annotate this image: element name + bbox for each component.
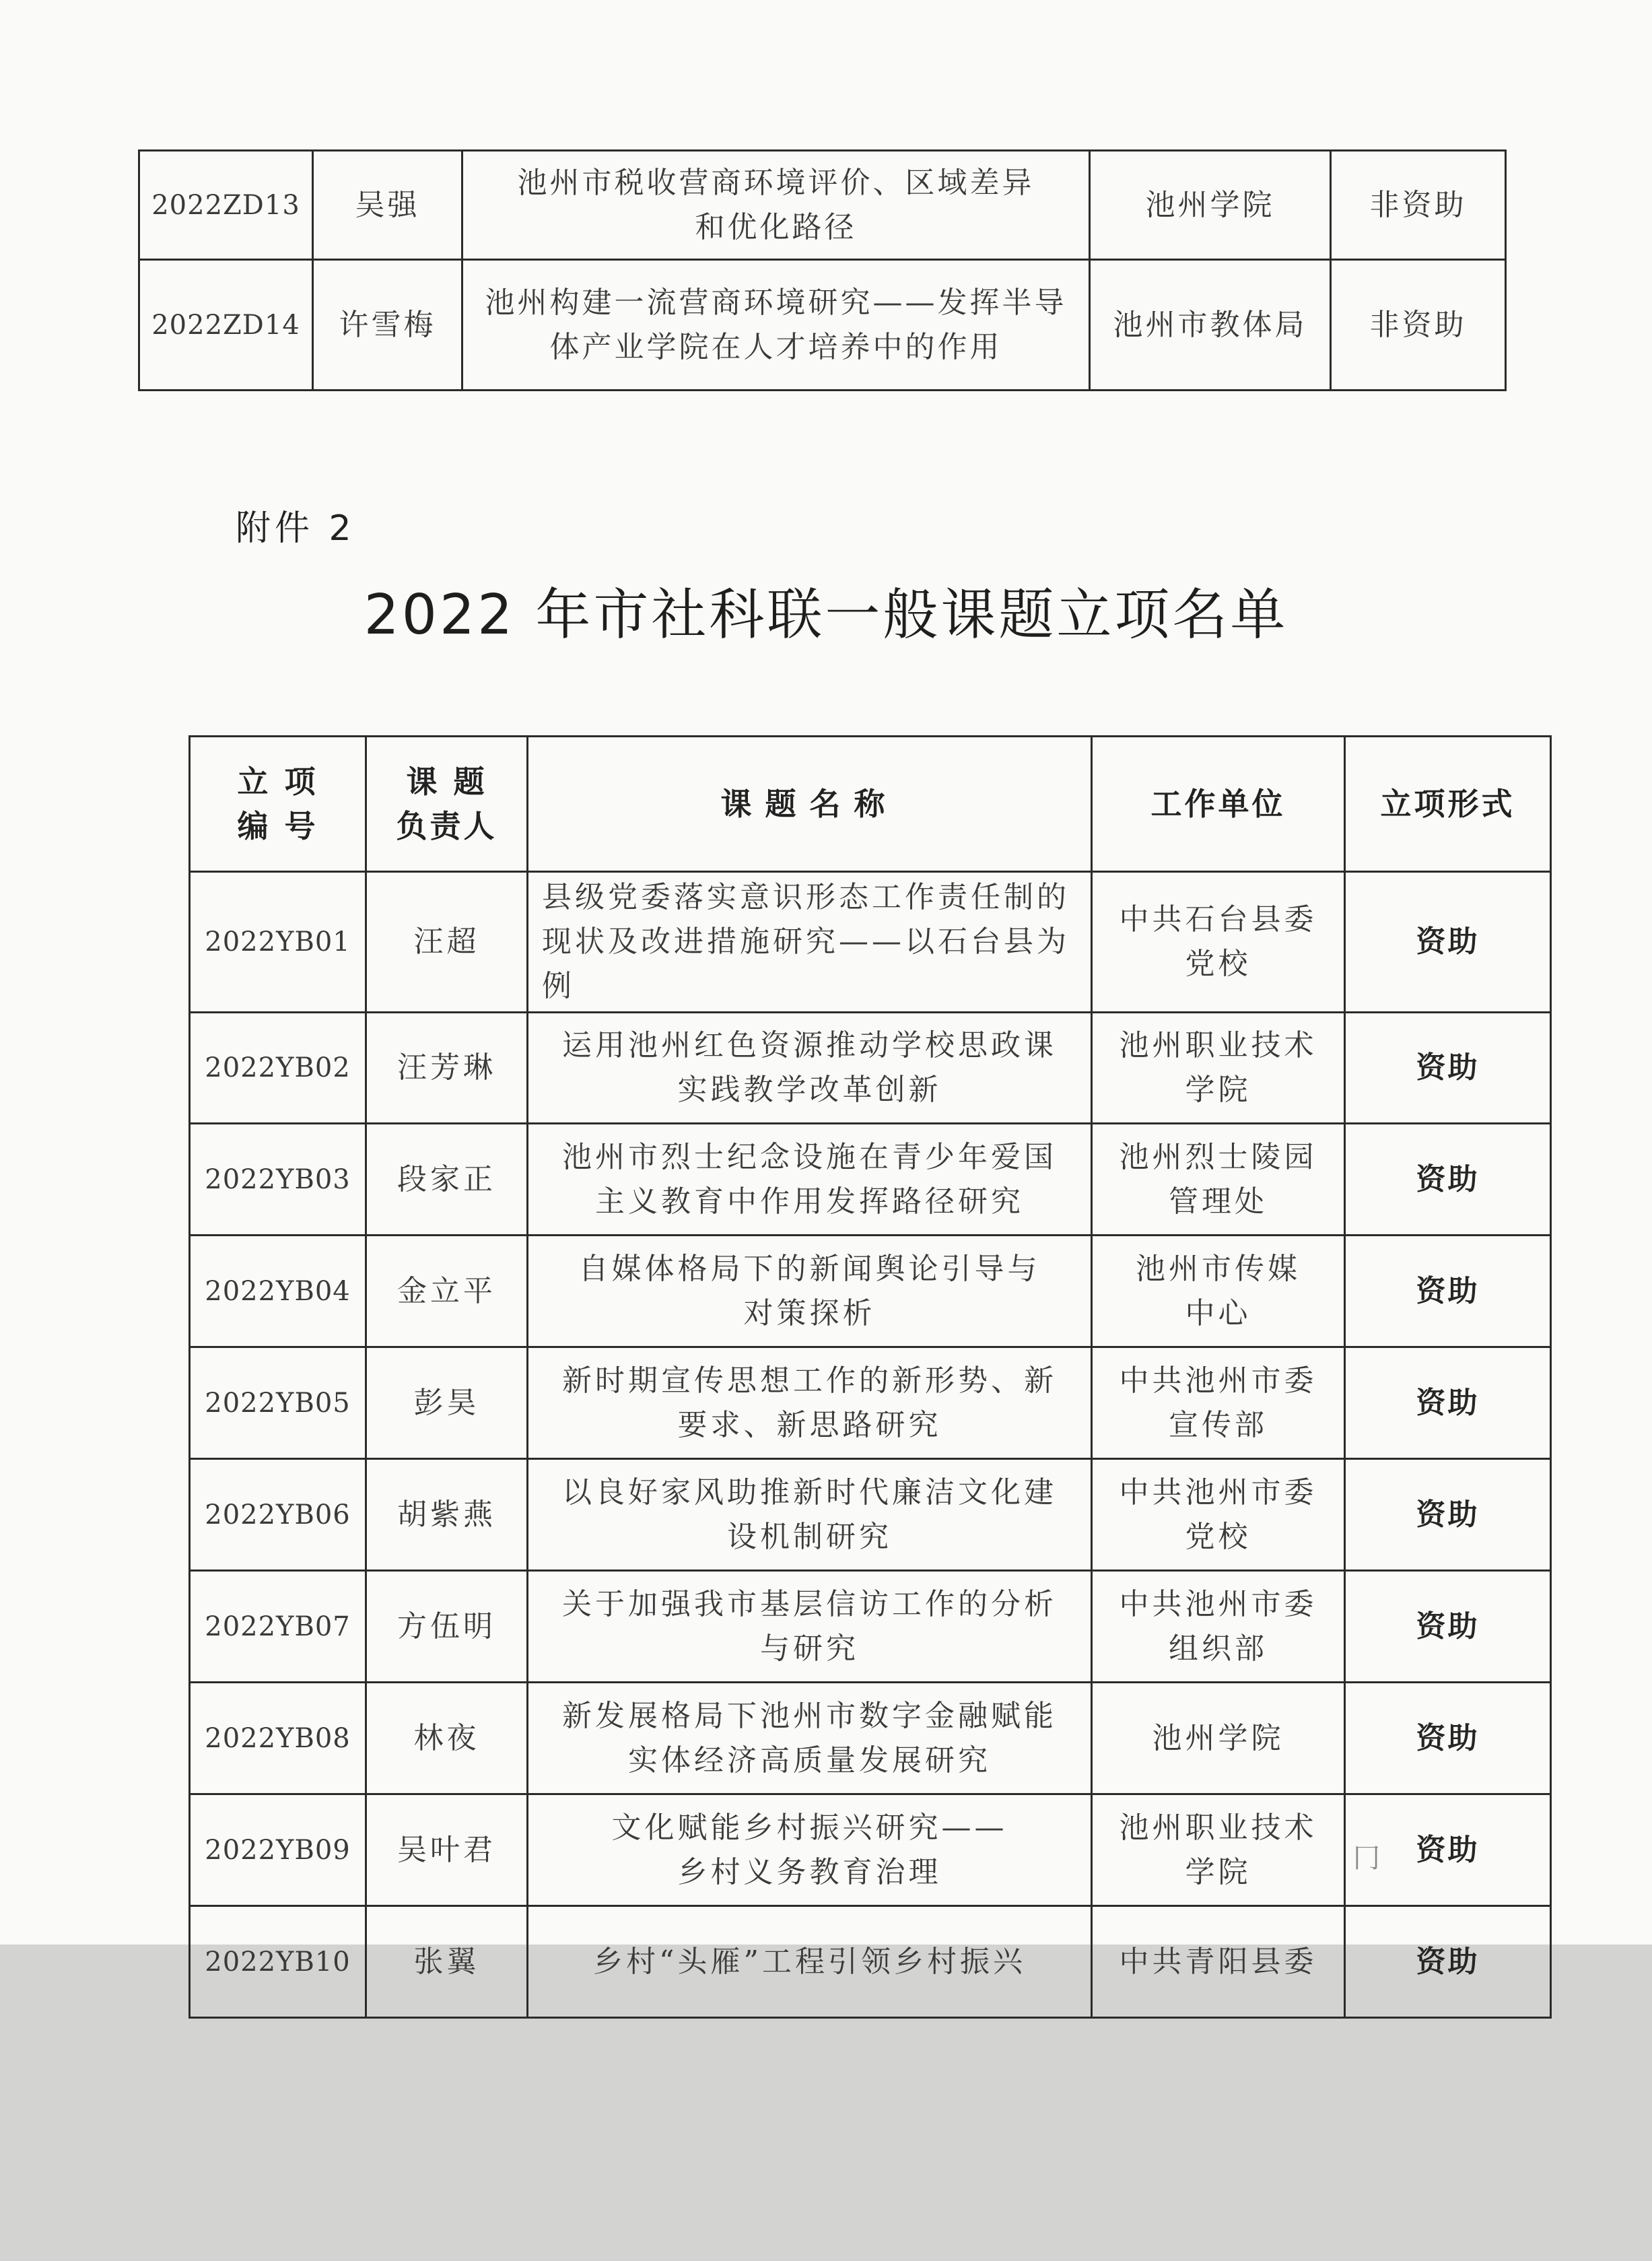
project-topic: 新发展格局下池州市数字金融赋能实体经济高质量发展研究 bbox=[528, 1683, 1092, 1794]
project-topic: 县级党委落实意识形态工作责任制的现状及改进措施研究——以石台县为例 bbox=[528, 872, 1092, 1013]
table-row bbox=[190, 1906, 1551, 2018]
table-row bbox=[190, 1013, 1551, 1124]
table-row bbox=[190, 1571, 1551, 1683]
funding-form: 资助 bbox=[1345, 872, 1551, 1013]
table-row bbox=[139, 260, 1506, 391]
project-leader: 胡紫燕 bbox=[366, 1459, 528, 1571]
work-unit: 池州烈士陵园管理处 bbox=[1092, 1124, 1345, 1236]
work-unit: 池州市传媒中心 bbox=[1092, 1236, 1345, 1347]
project-code: 2022YB03 bbox=[190, 1124, 366, 1236]
header-row bbox=[190, 737, 1551, 872]
funding-form: 资助 bbox=[1345, 1013, 1551, 1124]
project-code: 2022YB01 bbox=[190, 872, 366, 1013]
project-code: 2022YB07 bbox=[190, 1571, 366, 1683]
table-row bbox=[190, 1794, 1551, 1906]
header-topic: 课题名称 bbox=[528, 737, 1092, 872]
project-code: 2022YB05 bbox=[190, 1347, 366, 1459]
project-topic: 乡村“头雁”工程引领乡村振兴 bbox=[528, 1906, 1092, 2018]
work-unit: 中共池州市委党校 bbox=[1092, 1459, 1345, 1571]
table-row bbox=[190, 872, 1551, 1013]
project-leader: 林夜 bbox=[366, 1683, 528, 1794]
project-topic: 关于加强我市基层信访工作的分析与研究 bbox=[528, 1571, 1092, 1683]
project-list-table bbox=[188, 735, 1552, 2019]
project-code: 2022YB02 bbox=[190, 1013, 366, 1124]
table-row bbox=[190, 1683, 1551, 1794]
header-leader: 课 题 负责人 bbox=[366, 737, 528, 872]
project-topic: 以良好家风助推新时代廉洁文化建设机制研究 bbox=[528, 1459, 1092, 1571]
work-unit: 中共青阳县委 bbox=[1092, 1906, 1345, 2018]
project-code: 2022ZD13 bbox=[139, 151, 313, 260]
project-topic: 池州构建一流营商环境研究——发挥半导体产业学院在人才培养中的作用 bbox=[462, 260, 1090, 391]
funding-form: 资助 bbox=[1345, 1683, 1551, 1794]
work-unit: 池州市教体局 bbox=[1090, 260, 1331, 391]
work-unit: 中共池州市委组织部 bbox=[1092, 1571, 1345, 1683]
project-code: 2022YB08 bbox=[190, 1683, 366, 1794]
attachment-label: 附件 2 bbox=[236, 508, 355, 549]
funding-form: 资助 bbox=[1345, 1459, 1551, 1571]
funding-form: 资助 bbox=[1345, 1906, 1551, 2018]
project-leader: 汪超 bbox=[366, 872, 528, 1013]
funding-form: 非资助 bbox=[1331, 151, 1506, 260]
table-row bbox=[190, 1347, 1551, 1459]
project-code: 2022YB06 bbox=[190, 1459, 366, 1571]
project-code: 2022YB04 bbox=[190, 1236, 366, 1347]
work-unit: 池州职业技术学院 bbox=[1092, 1794, 1345, 1906]
project-leader: 金立平 bbox=[366, 1236, 528, 1347]
project-leader: 汪芳琳 bbox=[366, 1013, 528, 1124]
funding-form: 资助 bbox=[1345, 1571, 1551, 1683]
project-topic: 自媒体格局下的新闻舆论引导与对策探析 bbox=[528, 1236, 1092, 1347]
project-leader: 吴强 bbox=[313, 151, 462, 260]
work-unit: 池州学院 bbox=[1092, 1683, 1345, 1794]
funding-form: 资助 bbox=[1345, 1794, 1551, 1906]
project-code: 2022YB09 bbox=[190, 1794, 366, 1906]
project-leader: 吴叶君 bbox=[366, 1794, 528, 1906]
funding-form: 资助 bbox=[1345, 1347, 1551, 1459]
work-unit: 池州职业技术学院 bbox=[1092, 1013, 1345, 1124]
project-leader: 张翼 bbox=[366, 1906, 528, 2018]
table-row bbox=[190, 1236, 1551, 1347]
table-row bbox=[190, 1459, 1551, 1571]
project-leader: 段家正 bbox=[366, 1124, 528, 1236]
project-leader: 方伍明 bbox=[366, 1571, 528, 1683]
header-code: 立 项 编 号 bbox=[190, 737, 366, 872]
project-topic: 池州市烈士纪念设施在青少年爱国主义教育中作用发挥路径研究 bbox=[528, 1124, 1092, 1236]
funding-form: 非资助 bbox=[1331, 260, 1506, 391]
header-form: 立项形式 bbox=[1345, 737, 1551, 872]
project-leader: 彭昊 bbox=[366, 1347, 528, 1459]
funding-form: 资助 bbox=[1345, 1124, 1551, 1236]
project-topic: 运用池州红色资源推动学校思政课实践教学改革创新 bbox=[528, 1013, 1092, 1124]
work-unit: 池州学院 bbox=[1090, 151, 1331, 260]
work-unit: 中共池州市委宣传部 bbox=[1092, 1347, 1345, 1459]
project-topic: 新时期宣传思想工作的新形势、新要求、新思路研究 bbox=[528, 1347, 1092, 1459]
project-leader: 许雪梅 bbox=[313, 260, 462, 391]
table-row bbox=[190, 1124, 1551, 1236]
project-topic: 池州市税收营商环境评价、区域差异和优化路径 bbox=[462, 151, 1090, 260]
previous-table bbox=[138, 149, 1507, 391]
work-unit: 中共石台县委党校 bbox=[1092, 872, 1345, 1013]
project-code: 2022ZD14 bbox=[139, 260, 313, 391]
project-topic: 文化赋能乡村振兴研究——乡村义务教育治理 bbox=[528, 1794, 1092, 1906]
header-unit: 工作单位 bbox=[1092, 737, 1345, 872]
page-title: 2022 年市社科联一般课题立项名单 bbox=[364, 583, 1288, 647]
table-row bbox=[139, 151, 1506, 260]
scan-mark: 冂 bbox=[1353, 1843, 1380, 1874]
project-code: 2022YB10 bbox=[190, 1906, 366, 2018]
funding-form: 资助 bbox=[1345, 1236, 1551, 1347]
